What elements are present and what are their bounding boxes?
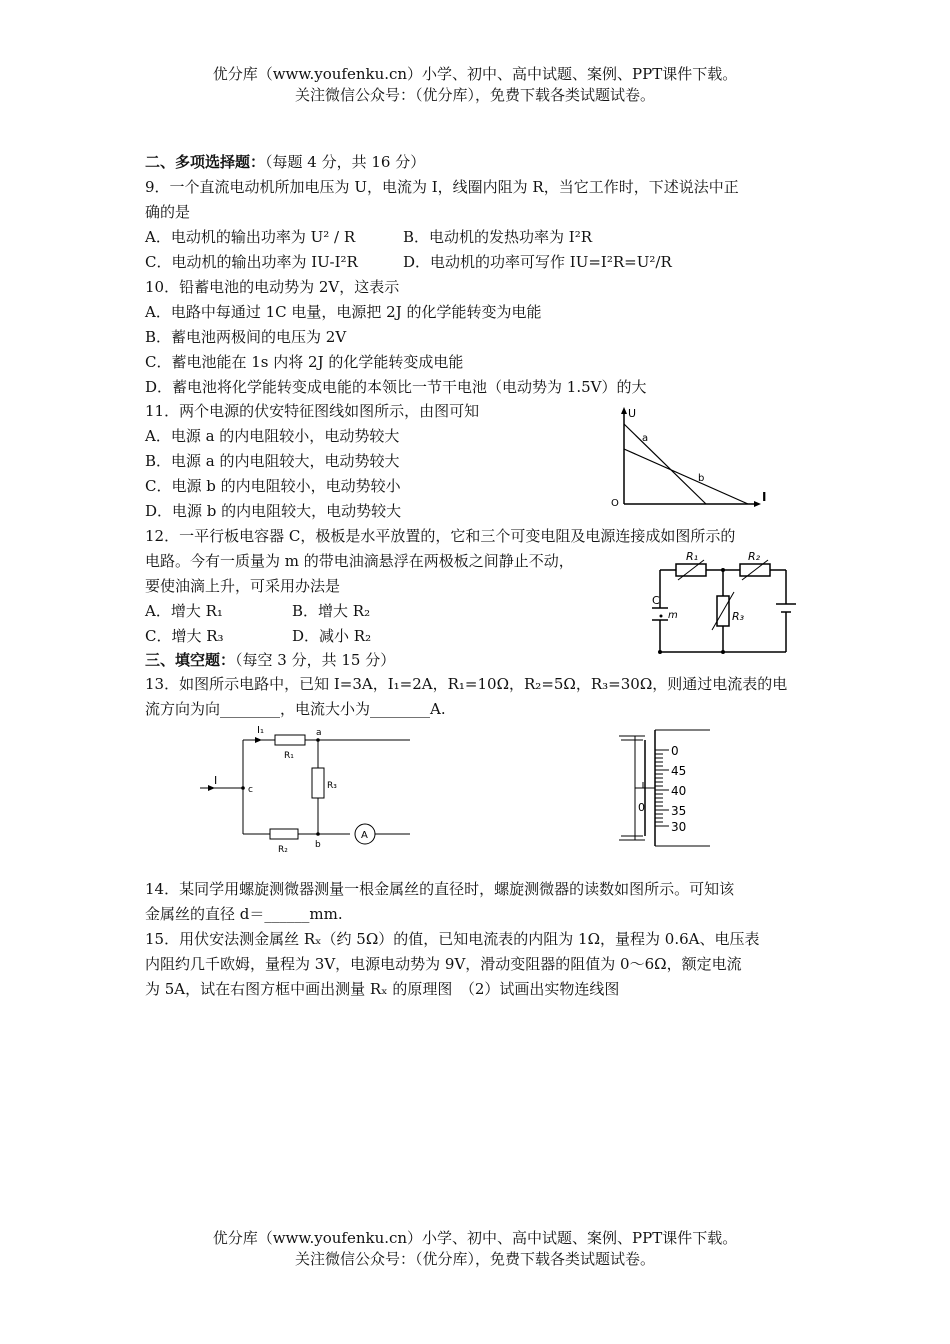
i-axis-label: I <box>762 490 767 504</box>
page-header <box>0 64 950 106</box>
node-b-label: b <box>315 840 321 850</box>
q10-option-d: D．蓄电池将化学能转变成电能的本领比一节干电池（电动势为 1.5V）的大 <box>145 378 647 396</box>
i1-arrow-icon <box>255 737 262 743</box>
line-b-label: b <box>698 473 705 484</box>
section-3-note: （每空 3 分，共 15 分） <box>235 651 396 669</box>
q10-stem: 10．铅蓄电池的电动势为 2V，这表示 <box>145 278 400 296</box>
q11-option-a: A．电源 a 的内电阻较小，电动势较大 <box>145 427 400 445</box>
mark-0: 0 <box>671 744 679 758</box>
q12-circuit-diagram <box>648 548 798 660</box>
q9-stem-line-1: 9．一个直流电动机所加电压为 U，电流为 I，线圈内阻为 R，当它工作时，下述说法中正 <box>145 178 739 196</box>
ammeter-label: A <box>361 830 368 841</box>
q11-ui-graph <box>608 404 780 510</box>
header-line-2: 关注微信公众号：（优分库），免费下载各类试题试卷。 <box>294 86 655 104</box>
section-2-note: （每题 4 分，共 16 分） <box>265 153 426 171</box>
mark-45: 45 <box>671 764 687 778</box>
q14-stem-line-2: 金属丝的直径 d＝______mm. <box>145 905 343 923</box>
r2-label: R₂ <box>278 845 288 852</box>
q9-option-b: B．电动机的发热功率为 I²R <box>403 228 593 246</box>
header-line-1: 优分库（www.youfenku.cn）小学、初中、高中试题、案例、PPT课件下载。 <box>212 65 738 83</box>
q10-option-b: B．蓄电池两极间的电压为 2V <box>145 328 347 346</box>
mark-35: 35 <box>671 804 687 818</box>
q9-option-a: A．电动机的输出功率为 U² / R <box>145 228 356 246</box>
r1-label: R₁ <box>686 550 699 563</box>
oil-drop-icon <box>660 615 663 618</box>
current-i-label: I <box>214 774 218 787</box>
r1-resistor <box>275 735 305 745</box>
q11-stem: 11．两个电源的伏安特征图线如图所示，由图可知 <box>145 402 480 420</box>
u-axis-label: U <box>628 407 637 420</box>
r3-label: R₃ <box>327 781 337 791</box>
section-2-title: 二、多项选择题： <box>145 153 266 171</box>
footer-line-1: 优分库（www.youfenku.cn）小学、初中、高中试题、案例、PPT课件下载。 <box>212 1229 738 1247</box>
q15-stem-line-2: 内阻约几千欧姆，量程为 3V，电源电动势为 9V，滑动变阻器的阻值为 0～6Ω，额定电流 <box>145 955 742 973</box>
mark-30: 30 <box>671 820 687 834</box>
line-b <box>624 449 748 504</box>
q10-option-a: A．电路中每通过 1C 电量，电源把 2J 的化学能转变为电能 <box>145 303 542 321</box>
q13-stem-line-1: 13．如图所示电路中，已知 I=3A，I₁=2A，R₁=10Ω，R₂=5Ω，R₃=30Ω，则通过电流表的电 <box>145 675 788 693</box>
page-footer <box>0 1228 950 1270</box>
q14-stem-line-1: 14．某同学用螺旋测微器测量一根金属丝的直径时，螺旋测微器的读数如图所示。可知该 <box>145 880 735 898</box>
q10-option-c: C．蓄电池能在 1s 内将 2J 的化学能转变成电能 <box>145 353 464 371</box>
r1-label: R₁ <box>284 751 294 761</box>
r2-label: R₂ <box>748 550 761 563</box>
micrometer-diagram <box>615 728 725 848</box>
q12-option-c: C．增大 R₃ <box>145 627 224 645</box>
q11-option-b: B．电源 a 的内电阻较大，电动势较大 <box>145 452 400 470</box>
mass-label: m <box>668 610 678 621</box>
q15-stem-line-3: 为 5A，试在右图方框中画出测量 Rₓ 的原理图 （2）试画出实物连线图 <box>145 980 620 998</box>
section-3-heading <box>145 649 395 671</box>
footer-line-2: 关注微信公众号：（优分库），免费下载各类试题试卷。 <box>294 1250 655 1268</box>
mark-40: 40 <box>671 784 687 798</box>
q13-circuit-diagram <box>200 720 415 852</box>
q11-option-c: C．电源 b 的内电阻较小，电动势较小 <box>145 477 401 495</box>
q12-option-b: B．增大 R₂ <box>292 602 371 620</box>
q12-option-d: D．减小 R₂ <box>292 627 372 645</box>
main-scale-zero: 0 <box>638 801 645 814</box>
q12-stem-line-3: 要使油滴上升，可采用办法是 <box>145 577 341 595</box>
i-axis-arrow-icon <box>754 501 761 507</box>
q9-option-d: D．电动机的功率可写作 IU=I²R=U²/R <box>403 253 672 271</box>
u-axis-arrow-icon <box>621 407 627 414</box>
section-3-title: 三、填空题： <box>145 651 236 669</box>
line-a-label: a <box>642 433 649 444</box>
r3-resistor <box>312 768 324 798</box>
q12-option-a: A．增大 R₁ <box>145 602 223 620</box>
thimble-ticks <box>655 750 669 826</box>
q9-stem-line-2: 确的是 <box>145 203 191 221</box>
q13-stem-line-2: 流方向为向________，电流大小为________A. <box>145 700 446 718</box>
origin-label: O <box>611 498 619 509</box>
node-c-label: c <box>248 785 253 795</box>
line-a <box>624 424 706 504</box>
r2-resistor <box>270 829 298 839</box>
q11-option-d: D．电源 b 的内电阻较大，电动势较大 <box>145 502 402 520</box>
q12-stem-line-2: 电路。今有一质量为 m 的带电油滴悬浮在两极板之间静止不动， <box>145 552 574 570</box>
node-a-label: a <box>316 728 322 738</box>
r3-label: R₃ <box>732 610 745 623</box>
q15-stem-line-1: 15．用伏安法测金属丝 Rₓ（约 5Ω）的值，已知电流表的内阻为 1Ω，量程为 0.6A、电压表 <box>145 930 760 948</box>
section-2-heading <box>145 151 425 173</box>
q12-stem-line-1: 12．一平行板电容器 C，极板是水平放置的，它和三个可变电阻及电源连接成如图所示的 <box>145 527 736 545</box>
q9-option-c: C．电动机的输出功率为 IU-I²R <box>145 253 358 271</box>
capacitor-label: C <box>652 594 660 607</box>
current-i1-label: I₁ <box>257 725 264 736</box>
